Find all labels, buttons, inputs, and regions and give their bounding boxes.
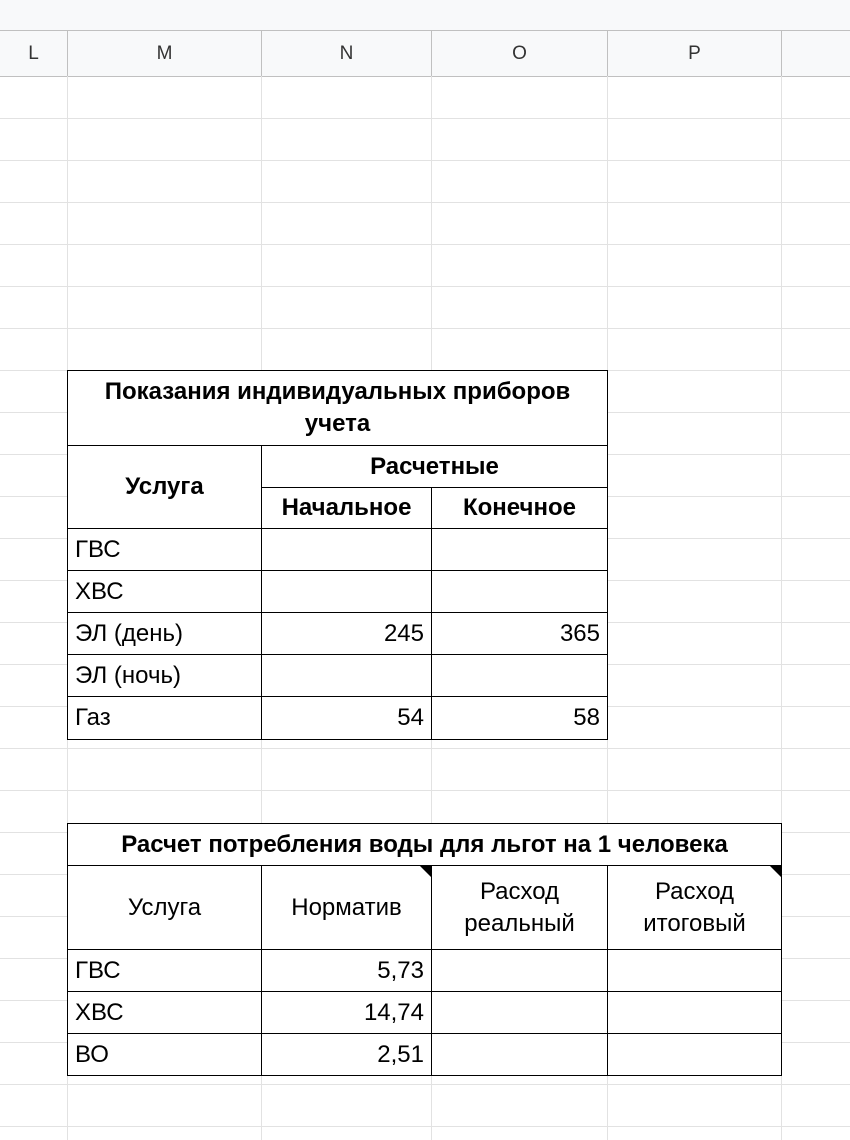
table2-norm-cell[interactable]: 2,51 bbox=[261, 1033, 432, 1076]
table2-total-cell[interactable] bbox=[607, 949, 782, 992]
gridline-row bbox=[0, 286, 850, 287]
gridline-row bbox=[0, 1084, 850, 1085]
table2-header-service[interactable]: Услуга bbox=[67, 865, 262, 950]
table2-service-cell[interactable]: ВО bbox=[67, 1033, 262, 1076]
table1-end-cell[interactable]: 365 bbox=[431, 612, 608, 655]
table1-end-cell[interactable] bbox=[431, 528, 608, 571]
table1-header-calculated[interactable]: Расчетные bbox=[261, 445, 608, 488]
table1-header-service[interactable]: Услуга bbox=[67, 445, 262, 529]
table1-start-cell[interactable]: 245 bbox=[261, 612, 432, 655]
gridline-row bbox=[0, 1126, 850, 1127]
column-header-n[interactable]: N bbox=[262, 30, 432, 76]
table2-total-cell[interactable] bbox=[607, 1033, 782, 1076]
gridline-row bbox=[0, 790, 850, 791]
column-header-next[interactable] bbox=[782, 30, 850, 76]
table2-real-cell[interactable] bbox=[431, 1033, 608, 1076]
column-header-m[interactable]: M bbox=[68, 30, 262, 76]
table1-header-start[interactable]: Начальное bbox=[261, 487, 432, 529]
table2-real-cell[interactable] bbox=[431, 949, 608, 992]
gridline-row bbox=[0, 328, 850, 329]
column-header-p[interactable]: P bbox=[608, 30, 782, 76]
table1-start-cell[interactable] bbox=[261, 570, 432, 613]
table2-service-cell[interactable]: ГВС bbox=[67, 949, 262, 992]
table2-header-total[interactable]: Расход итоговый bbox=[607, 865, 782, 950]
table2-real-cell[interactable] bbox=[431, 991, 608, 1034]
gridline-row bbox=[0, 202, 850, 203]
table1-start-cell[interactable]: 54 bbox=[261, 696, 432, 740]
table2-service-cell[interactable]: ХВС bbox=[67, 991, 262, 1034]
table2-norm-cell[interactable]: 5,73 bbox=[261, 949, 432, 992]
table2-title[interactable]: Расчет потребления воды для льгот на 1 человека bbox=[67, 823, 782, 866]
table1-end-cell[interactable] bbox=[431, 654, 608, 697]
table1-header-end[interactable]: Конечное bbox=[431, 487, 608, 529]
table1-service-cell[interactable]: ГВС bbox=[67, 528, 262, 571]
table2-norm-cell[interactable]: 14,74 bbox=[261, 991, 432, 1034]
table1-start-cell[interactable] bbox=[261, 528, 432, 571]
table1-service-cell[interactable]: ЭЛ (день) bbox=[67, 612, 262, 655]
column-header-l[interactable]: L bbox=[0, 30, 68, 76]
table1-end-cell[interactable] bbox=[431, 570, 608, 613]
table1-service-cell[interactable]: ЭЛ (ночь) bbox=[67, 654, 262, 697]
gridline-row bbox=[0, 160, 850, 161]
table1-title[interactable]: Показания индивидуальных приборов учета bbox=[67, 370, 608, 446]
table1-end-cell[interactable]: 58 bbox=[431, 696, 608, 740]
table1-service-cell[interactable]: ХВС bbox=[67, 570, 262, 613]
table2-header-norm[interactable]: Норматив bbox=[261, 865, 432, 950]
table2-total-cell[interactable] bbox=[607, 991, 782, 1034]
gridline-row bbox=[0, 244, 850, 245]
column-header-o[interactable]: O bbox=[432, 30, 608, 76]
gridline-row bbox=[0, 118, 850, 119]
table2-header-real[interactable]: Расход реальный bbox=[431, 865, 608, 950]
table1-start-cell[interactable] bbox=[261, 654, 432, 697]
table1-service-cell[interactable]: Газ bbox=[67, 696, 262, 740]
gridline-row bbox=[0, 748, 850, 749]
